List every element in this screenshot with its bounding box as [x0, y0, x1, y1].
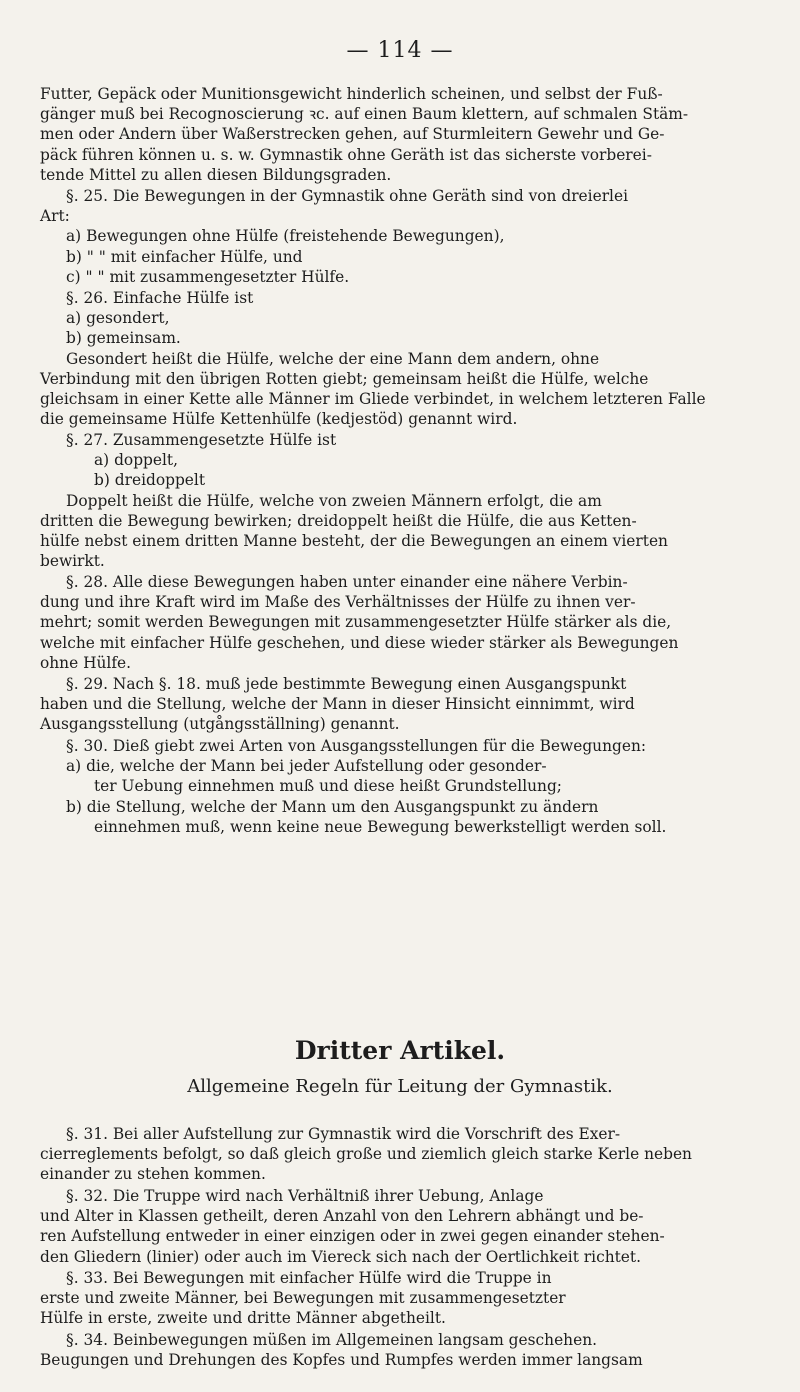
- text-line: Gesondert heißt die Hülfe, welche der eine Mann dem andern, ohne: [66, 349, 600, 368]
- text-line: §. 28. Alle diese Bewegungen haben unter einander eine nähere Verbin-: [66, 573, 628, 591]
- text-line: Doppelt heißt die Hülfe, welche von zweien Männern erfolgt, die am: [66, 491, 602, 510]
- list-item: b) die Stellung, welche der Mann um den Ausgangspunkt zu ändern: [66, 797, 599, 816]
- text-line: erste und zweite Männer, bei Bewegungen mit zusammengesetzter: [40, 1289, 566, 1308]
- section-29: [40, 674, 768, 735]
- text-line: §. 27. Zusammengesetzte Hülfe ist: [66, 431, 337, 449]
- section-32: [40, 1186, 768, 1267]
- text-line: §. 25. Die Bewegungen in der Gymnastik ohne Geräth sind von dreierlei: [66, 187, 628, 205]
- text-line: Art:: [40, 207, 70, 226]
- section-31: [40, 1124, 768, 1185]
- list-item: b) gemeinsam.: [66, 329, 181, 348]
- list-item: b) dreidoppelt: [94, 471, 206, 490]
- text-line: §. 31. Bei aller Aufstellung zur Gymnastik wird die Vorschrift des Exer-: [66, 1125, 621, 1143]
- list-item: a) die, welche der Mann bei jeder Aufstellung oder gesonder-: [66, 757, 547, 776]
- text-line: Hülfe in erste, zweite und dritte Männer abgetheilt.: [40, 1309, 446, 1328]
- text-line: §. 34. Beinbewegungen müßen im Allgemeinen langsam geschehen.: [66, 1331, 598, 1349]
- text-line: welche mit einfacher Hülfe geschehen, und diese wieder stärker als Bewegungen: [40, 633, 679, 652]
- text-line: men oder Andern über Waßerstrecken gehen, auf Sturmleitern Gewehr und Ge-: [40, 125, 665, 144]
- text-line: päck führen können u. s. w. Gymnastik ohne Geräth ist das sicherste vorberei-: [40, 145, 652, 164]
- list-item: b) " " mit einfacher Hülfe, und: [66, 247, 303, 266]
- text-line: ren Aufstellung entweder in einer einzigen oder in zwei gegen einander stehen-: [40, 1227, 665, 1246]
- text-line: die gemeinsame Hülfe Kettenhülfe (kedjestöd) genannt wird.: [40, 410, 518, 429]
- text-line: Futter, Gepäck oder Munitionsgewicht hinderlich scheinen, und selbst der Fuß-: [40, 85, 663, 103]
- section-27: [40, 430, 768, 571]
- section-subheading: Allgemeine Regeln für Leitung der Gymnastik.: [187, 1076, 613, 1097]
- list-item: a) doppelt,: [94, 451, 179, 470]
- text-line: cierreglements befolgt, so daß gleich große und ziemlich gleich starke Kerle neben: [40, 1145, 692, 1164]
- page-number: — 114 —: [346, 38, 454, 63]
- list-item: a) Bewegungen ohne Hülfe (freistehende Bewegungen),: [66, 227, 505, 246]
- list-item: c) " " mit zusammengesetzter Hülfe.: [66, 267, 350, 286]
- text-line: §. 26. Einfache Hülfe ist: [66, 289, 254, 307]
- text-line: den Gliedern (linier) oder auch im Viereck sich nach der Oertlichkeit richtet.: [40, 1247, 641, 1266]
- text-line: einander zu stehen kommen.: [40, 1165, 266, 1184]
- text-line: hülfe nebst einem dritten Manne besteht, der die Bewegungen an einem vierten: [40, 532, 668, 551]
- text-line: gänger muß bei Recognoscierung ꝛc. auf einen Baum klettern, auf schmalen Stäm-: [40, 105, 689, 124]
- text-line: §. 32. Die Truppe wird nach Verhältniß ihrer Uebung, Anlage: [66, 1187, 544, 1205]
- text-line: Verbindung mit den übrigen Rotten giebt; gemeinsam heißt die Hülfe, welche: [40, 369, 649, 388]
- text-line: bewirkt.: [40, 552, 105, 571]
- continuation-paragraph: [40, 84, 768, 185]
- section-30: [40, 736, 768, 837]
- text-line: tende Mittel zu allen diesen Bildungsgraden.: [40, 165, 392, 184]
- list-item: ter Uebung einnehmen muß und diese heißt Grundstellung;: [94, 777, 562, 796]
- text-line: dritten die Bewegung bewirken; dreidoppelt heißt die Hülfe, die aus Ketten-: [40, 511, 637, 530]
- list-item: a) gesondert,: [66, 309, 170, 328]
- text-line: mehrt; somit werden Bewegungen mit zusammengesetzter Hülfe stärker als die,: [40, 613, 672, 632]
- text-line: Ausgangsstellung (utgångsställning) genannt.: [40, 715, 400, 734]
- section-25: [40, 186, 768, 287]
- section-33: [40, 1268, 768, 1329]
- list-item: einnehmen muß, wenn keine neue Bewegung bewerkstelligt werden soll.: [94, 817, 667, 836]
- text-line: ohne Hülfe.: [40, 653, 132, 672]
- text-line: §. 33. Bei Bewegungen mit einfacher Hülfe wird die Truppe in: [66, 1269, 552, 1287]
- text-line: haben und die Stellung, welche der Mann in dieser Hinsicht einnimmt, wird: [40, 695, 635, 714]
- text-line: gleichsam in einer Kette alle Männer im Gliede verbindet, in welchem letzteren Falle: [40, 390, 706, 409]
- section-heading: Dritter Artikel.: [294, 1036, 506, 1065]
- text-line: dung und ihre Kraft wird im Maße des Verhältnisses der Hülfe zu ihnen ver-: [40, 593, 636, 612]
- section-28: [40, 572, 768, 673]
- section-34: [40, 1330, 768, 1370]
- text-line: und Alter in Klassen getheilt, deren Anzahl von den Lehrern abhängt und be-: [40, 1207, 644, 1226]
- text-line: §. 29. Nach §. 18. muß jede bestimmte Bewegung einen Ausgangspunkt: [66, 675, 627, 693]
- text-line: Beugungen und Drehungen des Kopfes und Rumpfes werden immer langsam: [40, 1351, 643, 1370]
- section-26: [40, 288, 768, 429]
- text-line: §. 30. Dieß giebt zwei Arten von Ausgangsstellungen für die Bewegungen:: [66, 737, 647, 755]
